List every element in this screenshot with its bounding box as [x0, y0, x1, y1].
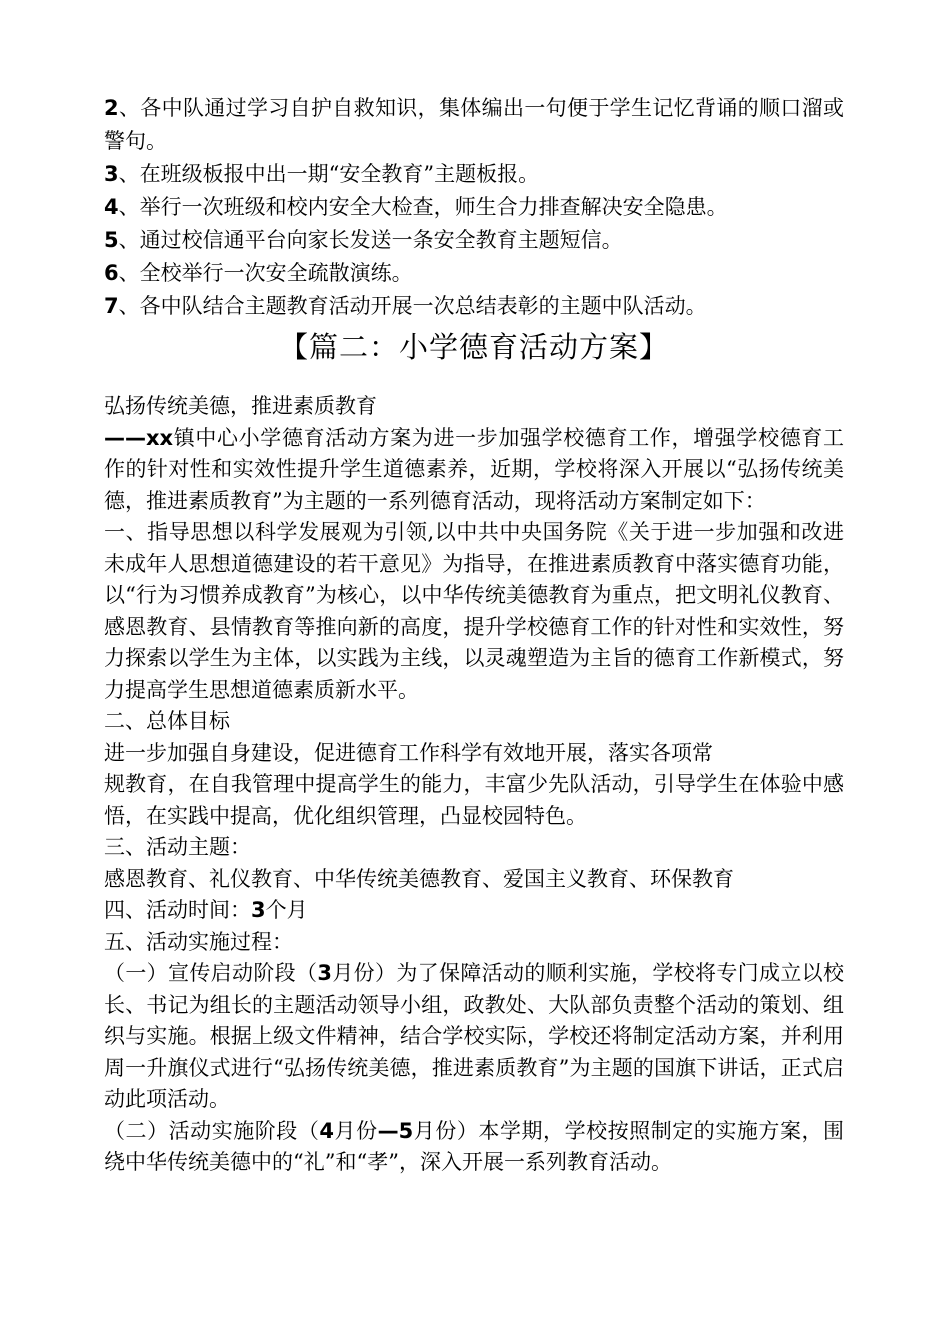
list-item: 5、通过校信通平台向家长发送一条安全教育主题短信。: [104, 228, 623, 252]
stage-one-paragraph: （一）宣传启动阶段（3月份）为了保障活动的顺利实施，学校将专门成立以校长、书记为组长的主题活动领导小组，政教处、大队部负责整个活动的策划、组织与实施。根据上级文件精神，结合学校实际，学校还将制定活动方案，并利用周一升旗仪式进行“弘扬传统美德，推进素质教育”为主题的国旗下讲话，正式启动此项活动。: [104, 961, 845, 1111]
section-goals-line1: 进一步加强自身建设，促进德育工作科学有效地开展，落实各项常: [104, 740, 713, 765]
intro-paragraph: ——xx镇中心小学德育活动方案为进一步加强学校德育工作，增强学校德育工作的针对性和实效性提升学生道德素养，近期，学校将深入开展以“弘扬传统美德，推进素质教育”为主题的一系列德育活动，现将活动方案制定如下：: [104, 425, 844, 513]
section-heading-process: 五、活动实施过程：: [104, 929, 293, 954]
list-item: 4、举行一次班级和校内安全大检查，师生合力排查解决安全隐患。: [104, 195, 728, 219]
list-item: 3、在班级板报中出一期“安全教育”主题板报。: [104, 162, 540, 186]
section-guiding-ideology: 一、指导思想以科学发展观为引领,以中共中央国务院《关于进一步加强和改进未成年人思想道德建设的若干意见》为指导，在推进素质教育中落实德育功能，以“行为习惯养成教育”为核心，以中华传统美德教育为重点，把文明礼仪教育、感恩教育、县情教育等推向新的高度，提升学校德育工作的针对性和实效性，努力探索以学生为主体，以实践为主线，以灵魂塑造为主旨的德育工作新模式，努力提高学生思想道德素质新水平。: [104, 520, 844, 702]
stage-two-paragraph: （二）活动实施阶段（4月份—5月份）本学期，学校按照制定的实施方案，围绕中华传统美德中的“礼”和“孝”，深入开展一系列教育活动。: [104, 1118, 845, 1174]
section-heading-theme: 三、活动主题：: [104, 835, 251, 859]
list-item: 7、各中队结合主题教育活动开展一次总结表彰的主题中队活动。: [104, 294, 707, 318]
list-item: 2、各中队通过学习自护自救知识，集体编出一句便于学生记忆背诵的顺口溜或警句。: [104, 96, 844, 153]
list-item: 6、全校举行一次安全疏散演练。: [104, 261, 413, 285]
intro-lead: ——xx: [104, 425, 174, 450]
section-goals-line2: 规教育，在自我管理中提高学生的能力，丰富少先队活动，引导学生在体验中感悟，在实践中提高，优化组织管理，凸显校园特色。: [104, 772, 844, 828]
section-activity-time: 四、活动时间：3个月: [104, 898, 308, 922]
section-title: 【篇二：小学德育活动方案】: [278, 330, 669, 364]
section-theme-text: 感恩教育、礼仪教育、中华传统美德教育、爱国主义教育、环保教育: [104, 866, 734, 891]
subtitle: 弘扬传统美德，推进素质教育: [104, 394, 377, 418]
document-page: [104, 92, 844, 1179]
section-heading-goals: 二、总体目标: [104, 709, 230, 733]
